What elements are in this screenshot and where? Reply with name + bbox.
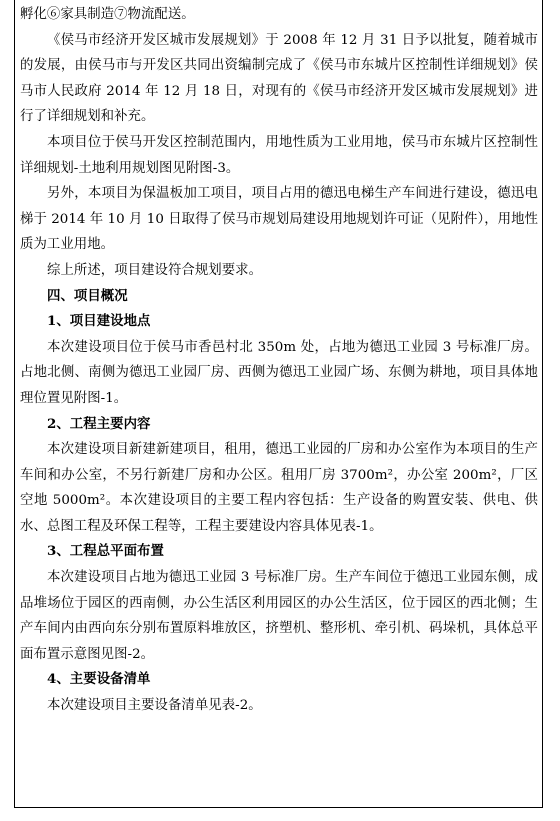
subheading-layout: 3、工程总平面布置 xyxy=(47,543,164,560)
section-heading-overview: 四、项目概况 xyxy=(47,287,128,304)
paragraph-location: 本次建设项目位于侯马市香邑村北 350m 处，占地为德迅工业园 3 号标准厂房。占地北侧、南侧为德迅工业园厂房、西侧为德迅工业园广场、东侧为耕地，项目具体地理位置见附图-1。 xyxy=(20,339,538,406)
paragraph-equipment: 本次建设项目主要设备清单见表-2。 xyxy=(47,698,262,714)
subheading-equipment: 4、主要设备清单 xyxy=(47,671,151,688)
document-body xyxy=(20,2,538,719)
subheading-main-content: 2、工程主要内容 xyxy=(47,415,151,432)
paragraph-intro-tail: 孵化⑥家具制造⑦物流配送。 xyxy=(20,7,195,22)
paragraph-land-use: 本项目位于侯马开发区控制范围内，用地性质为工业用地，侯马市东城片区控制性详细规划-土地利用规划图见附图-3。 xyxy=(20,134,538,176)
paragraph-planning-approval: 《侯马市经济开发区城市发展规划》于 2008 年 12 月 31 日予以批复，随着城市的发展，由侯马市与开发区共同出资编制完成了《侯马市东城片区控制性详细规划》侯马市人民政府 2014 年 12 月 18 日，对现有的《侯马市经济开发区城市发展规划》进行了详细规划和补充。 xyxy=(20,32,538,125)
paragraph-permit: 另外，本项目为保温板加工项目，项目占用的德迅电梯生产车间进行建设，德迅电梯于 2014 年 10 月 10 日取得了侯马市规划局建设用地规划许可证（见附件），用地性质为工业用地。 xyxy=(20,186,538,253)
paragraph-layout: 本次建设项目占地为德迅工业园 3 号标准厂房。生产车间位于德迅工业园东侧，成品堆场位于园区的西南侧，办公生活区利用园区的办公生活区，位于园区的西北侧；生产车间内由西向东分别布置原料堆放区，挤塑机、整形机、牵引机、码垛机，具体总平面布置示意图见图-2。 xyxy=(20,570,538,662)
paragraph-main-content: 本次建设项目新建新建项目，租用，德迅工业园的厂房和办公室作为本项目的生产车间和办公室，不另行新建厂房和办公区。租用厂房 3700m²，办公室 200m²，厂区空地 5000m²。本次建设项目的主要工程内容包括：生产设备的购置安装、供电、供水、总图工程及环保工程等，工程主要建设内容具体见表-1。 xyxy=(20,442,538,534)
subheading-location: 1、项目建设地点 xyxy=(47,313,151,330)
paragraph-conclusion: 综上所述，项目建设符合规划要求。 xyxy=(47,262,263,278)
